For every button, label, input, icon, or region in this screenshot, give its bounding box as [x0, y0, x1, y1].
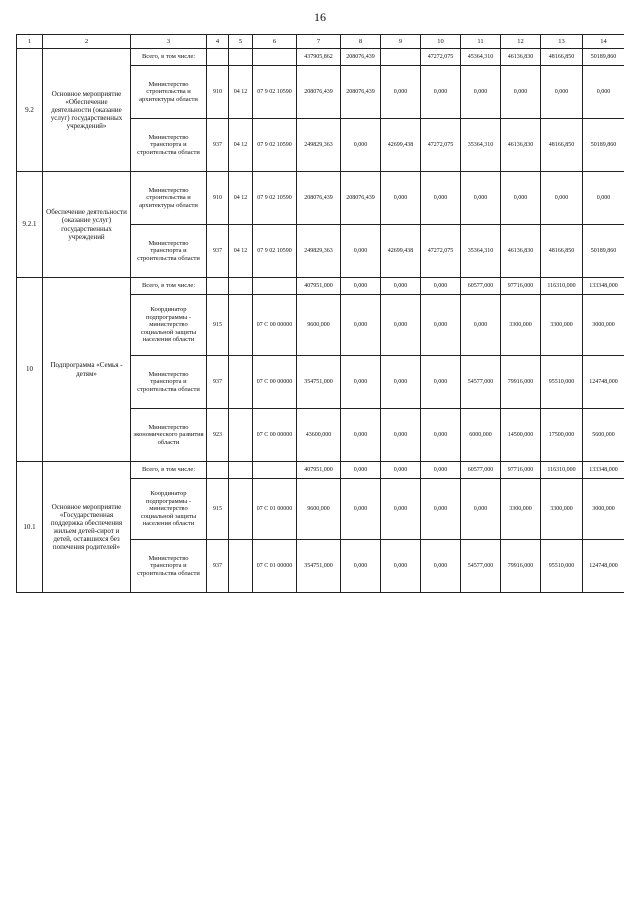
table-row: [17, 49, 625, 66]
section-code-cell: [229, 295, 253, 356]
row-number-cell: 9.2.1: [17, 172, 43, 278]
executor-cell: Министерство экономического развития области: [131, 409, 207, 462]
column-header: 12: [501, 35, 541, 49]
executor-cell: Министерство транспорта и строительства области: [131, 225, 207, 278]
amount-cell: 3000,000: [583, 479, 625, 540]
amount-cell: 0,000: [341, 540, 381, 593]
amount-cell: 35364,310: [461, 225, 501, 278]
target-code-cell: [253, 49, 297, 66]
executor-cell: Всего, в том числе:: [131, 49, 207, 66]
amount-cell: 124748,000: [583, 540, 625, 593]
amount-cell: 0,000: [421, 409, 461, 462]
program-name-cell: Основное мероприятие «Обеспечение деятельности (оказание услуг) государственных учреждений»: [43, 49, 131, 172]
amount-cell: 97716,000: [501, 278, 541, 295]
amount-cell: 95510,000: [541, 540, 583, 593]
row-number-cell: 10: [17, 278, 43, 462]
amount-cell: 0,000: [381, 172, 421, 225]
amount-cell: 43600,000: [297, 409, 341, 462]
section-code-cell: 04 12: [229, 225, 253, 278]
amount-cell: 208076,439: [341, 172, 381, 225]
gr-code-cell: [207, 278, 229, 295]
amount-cell: 249829,363: [297, 225, 341, 278]
amount-cell: 133348,000: [583, 462, 625, 479]
amount-cell: 0,000: [341, 409, 381, 462]
amount-cell: 50189,860: [583, 225, 625, 278]
amount-cell: 45364,310: [461, 49, 501, 66]
amount-cell: 0,000: [381, 540, 421, 593]
amount-cell: 48166,850: [541, 225, 583, 278]
executor-cell: Министерство транспорта и строительства области: [131, 356, 207, 409]
section-code-cell: [229, 409, 253, 462]
program-name-cell: Основное мероприятие «Государственная поддержка обеспечения жильем детей-сирот и детей, оставшихся без попечения родителей»: [43, 462, 131, 593]
amount-cell: 0,000: [501, 66, 541, 119]
executor-cell: Всего, в том числе:: [131, 278, 207, 295]
amount-cell: 0,000: [461, 295, 501, 356]
target-code-cell: 07 С 01 00000: [253, 540, 297, 593]
amount-cell: 407951,000: [297, 278, 341, 295]
target-code-cell: 07 С 00 00000: [253, 356, 297, 409]
gr-code-cell: 923: [207, 409, 229, 462]
amount-cell: 354751,000: [297, 356, 341, 409]
gr-code-cell: 915: [207, 479, 229, 540]
page-number: 16: [314, 10, 326, 24]
section-code-cell: [229, 462, 253, 479]
amount-cell: 0,000: [421, 66, 461, 119]
gr-code-cell: 910: [207, 172, 229, 225]
gr-code-cell: [207, 49, 229, 66]
executor-cell: Всего, в том числе:: [131, 462, 207, 479]
amount-cell: 0,000: [381, 66, 421, 119]
table-row: [17, 278, 625, 295]
amount-cell: 0,000: [421, 356, 461, 409]
target-code-cell: [253, 278, 297, 295]
row-number-cell: 10.1: [17, 462, 43, 593]
amount-cell: 48166,850: [541, 119, 583, 172]
column-header: 4: [207, 35, 229, 49]
program-name-cell: Подпрограмма «Семья - детям»: [43, 278, 131, 462]
executor-cell: Министерство строительства и архитектуры области: [131, 172, 207, 225]
target-code-cell: 07 С 01 00000: [253, 479, 297, 540]
amount-cell: 0,000: [341, 462, 381, 479]
executor-cell: Координатор подпрограммы - министерство социальной защиты населения области: [131, 479, 207, 540]
section-code-cell: [229, 49, 253, 66]
column-header: 2: [43, 35, 131, 49]
target-code-cell: 07 9 02 10590: [253, 172, 297, 225]
target-code-cell: [253, 462, 297, 479]
amount-cell: 0,000: [461, 172, 501, 225]
executor-cell: Министерство транспорта и строительства области: [131, 540, 207, 593]
column-header: 6: [253, 35, 297, 49]
amount-cell: 116310,000: [541, 462, 583, 479]
amount-cell: 60577,000: [461, 462, 501, 479]
amount-cell: 79916,000: [501, 356, 541, 409]
amount-cell: 407951,000: [297, 462, 341, 479]
amount-cell: 0,000: [341, 119, 381, 172]
row-number-cell: 9.2: [17, 49, 43, 172]
section-code-cell: [229, 540, 253, 593]
gr-code-cell: [207, 462, 229, 479]
amount-cell: 9600,000: [297, 295, 341, 356]
amount-cell: 0,000: [381, 479, 421, 540]
amount-cell: 249829,363: [297, 119, 341, 172]
amount-cell: 47272,075: [421, 119, 461, 172]
amount-cell: 6000,000: [461, 409, 501, 462]
amount-cell: 46136,830: [501, 225, 541, 278]
amount-cell: 3300,000: [501, 295, 541, 356]
amount-cell: 0,000: [421, 295, 461, 356]
column-header: 10: [421, 35, 461, 49]
section-code-cell: [229, 479, 253, 540]
amount-cell: 0,000: [421, 278, 461, 295]
amount-cell: 50189,860: [583, 119, 625, 172]
amount-cell: 3300,000: [541, 295, 583, 356]
amount-cell: 0,000: [341, 295, 381, 356]
gr-code-cell: 937: [207, 225, 229, 278]
amount-cell: 9600,000: [297, 479, 341, 540]
section-code-cell: 04 12: [229, 66, 253, 119]
amount-cell: 54577,000: [461, 540, 501, 593]
section-code-cell: [229, 278, 253, 295]
amount-cell: 14500,000: [501, 409, 541, 462]
amount-cell: 0,000: [341, 479, 381, 540]
amount-cell: 48166,850: [541, 49, 583, 66]
amount-cell: 46136,830: [501, 119, 541, 172]
column-header: 5: [229, 35, 253, 49]
amount-cell: 0,000: [381, 462, 421, 479]
amount-cell: 0,000: [341, 278, 381, 295]
amount-cell: 97716,000: [501, 462, 541, 479]
amount-cell: 0,000: [501, 172, 541, 225]
amount-cell: 0,000: [421, 172, 461, 225]
amount-cell: 3300,000: [541, 479, 583, 540]
amount-cell: 79916,000: [501, 540, 541, 593]
amount-cell: 0,000: [583, 172, 625, 225]
amount-cell: 47272,075: [421, 225, 461, 278]
target-code-cell: 07 9 02 10590: [253, 66, 297, 119]
amount-cell: 208076,439: [341, 66, 381, 119]
program-name-cell: Обеспечение деятельности (оказание услуг) государственных учреждений: [43, 172, 131, 278]
amount-cell: 116310,000: [541, 278, 583, 295]
column-header: 11: [461, 35, 501, 49]
section-code-cell: 04 12: [229, 172, 253, 225]
amount-cell: 0,000: [381, 295, 421, 356]
amount-cell: 124748,000: [583, 356, 625, 409]
amount-cell: 47272,075: [421, 49, 461, 66]
budget-table-sheet: [16, 34, 624, 892]
target-code-cell: 07 С 00 00000: [253, 409, 297, 462]
amount-cell: 0,000: [461, 66, 501, 119]
amount-cell: 3300,000: [501, 479, 541, 540]
section-code-cell: [229, 356, 253, 409]
gr-code-cell: 910: [207, 66, 229, 119]
column-header: 14: [583, 35, 625, 49]
column-header: 8: [341, 35, 381, 49]
executor-cell: Министерство строительства и архитектуры области: [131, 66, 207, 119]
amount-cell: 0,000: [421, 540, 461, 593]
column-header: 7: [297, 35, 341, 49]
column-header: 3: [131, 35, 207, 49]
target-code-cell: 07 С 00 00000: [253, 295, 297, 356]
amount-cell: 35364,310: [461, 119, 501, 172]
amount-cell: 354751,000: [297, 540, 341, 593]
budget-table-body: [17, 49, 625, 593]
amount-cell: 0,000: [381, 356, 421, 409]
amount-cell: 54577,000: [461, 356, 501, 409]
amount-cell: 437905,862: [297, 49, 341, 66]
gr-code-cell: 937: [207, 540, 229, 593]
amount-cell: 0,000: [541, 66, 583, 119]
amount-cell: 208076,439: [297, 66, 341, 119]
target-code-cell: 07 9 02 10590: [253, 119, 297, 172]
amount-cell: 17500,000: [541, 409, 583, 462]
amount-cell: [381, 49, 421, 66]
column-number-row: [17, 35, 625, 49]
budget-table: [16, 34, 624, 593]
amount-cell: 50189,860: [583, 49, 625, 66]
section-code-cell: 04 12: [229, 119, 253, 172]
gr-code-cell: 915: [207, 295, 229, 356]
column-header: 13: [541, 35, 583, 49]
amount-cell: 42699,438: [381, 119, 421, 172]
executor-cell: Министерство транспорта и строительства области: [131, 119, 207, 172]
column-header: 1: [17, 35, 43, 49]
gr-code-cell: 937: [207, 119, 229, 172]
amount-cell: 95510,000: [541, 356, 583, 409]
amount-cell: 0,000: [421, 479, 461, 540]
amount-cell: 0,000: [583, 66, 625, 119]
amount-cell: 0,000: [381, 278, 421, 295]
amount-cell: 0,000: [341, 225, 381, 278]
target-code-cell: 07 9 02 10590: [253, 225, 297, 278]
amount-cell: 60577,000: [461, 278, 501, 295]
amount-cell: 5600,000: [583, 409, 625, 462]
gr-code-cell: 937: [207, 356, 229, 409]
amount-cell: 0,000: [341, 356, 381, 409]
amount-cell: 46136,830: [501, 49, 541, 66]
amount-cell: 42699,438: [381, 225, 421, 278]
executor-cell: Координатор подпрограммы - министерство социальной защиты населения области: [131, 295, 207, 356]
table-row: [17, 462, 625, 479]
amount-cell: 0,000: [381, 409, 421, 462]
amount-cell: 208076,439: [297, 172, 341, 225]
amount-cell: 3000,000: [583, 295, 625, 356]
table-row: [17, 172, 625, 225]
amount-cell: 0,000: [461, 479, 501, 540]
amount-cell: 0,000: [421, 462, 461, 479]
amount-cell: 208076,439: [341, 49, 381, 66]
amount-cell: 0,000: [541, 172, 583, 225]
amount-cell: 133348,000: [583, 278, 625, 295]
column-header: 9: [381, 35, 421, 49]
